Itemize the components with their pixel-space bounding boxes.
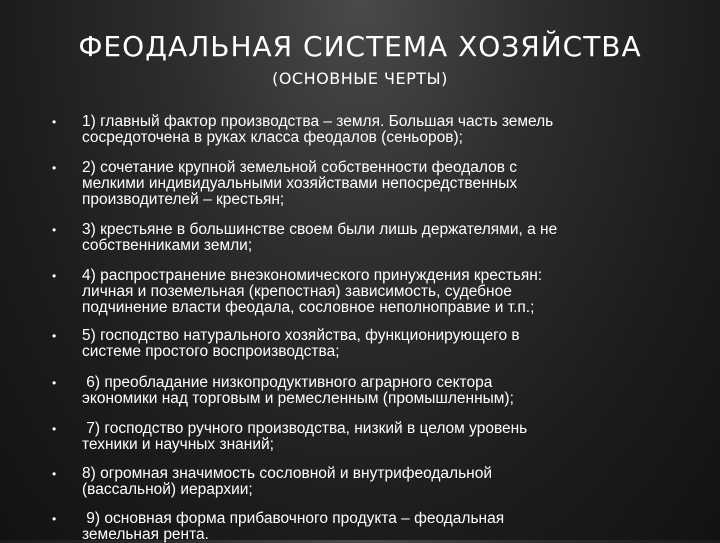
bullet-icon: • [52, 376, 57, 390]
feature-list [0, 113, 720, 543]
bullet-icon: • [52, 329, 57, 343]
list-item-text: 1) главный фактор производства – земля. Большая часть земель сосредоточена в руках класса феодалов (сеньоров); [82, 113, 554, 146]
list-item-text: 9) основная форма прибавочного продукта – феодальная земельная рента. [82, 510, 505, 543]
bullet-icon: • [52, 223, 57, 237]
bullet-icon: • [52, 269, 57, 283]
list-item-text: 3) крестьяне в большинстве своем были лишь держателями, а не собственниками земли; [82, 221, 558, 254]
slide-title: ФЕОДАЛЬНАЯ СИСТЕМА ХОЗЯЙСТВА [78, 30, 642, 63]
bullet-icon: • [52, 512, 57, 526]
bullet-icon: • [52, 161, 57, 175]
list-item-text: 6) преобладание низкопродуктивного аграрного сектора экономики над торговым и ремесленным (промышленным); [82, 374, 514, 407]
bullet-icon: • [52, 467, 57, 481]
list-item-text: 5) господство натурального хозяйства, функционирующего в системе простого воспроизводства; [82, 327, 520, 360]
list-item-text: 4) распространение внеэкономического принуждения крестьян: личная и поземельная (крепостная) зависимость, судебное подчинение власти феодала, сословное неполноправие и т.п.; [82, 267, 543, 316]
list-item-text: 2) сочетание крупной земельной собственности феодалов с мелкими индивидуальными хозяйствами непосредственных производителей – крестьян; [82, 159, 518, 208]
bullet-icon: • [52, 422, 57, 436]
bullet-icon: • [52, 115, 57, 129]
slide-subtitle: (ОСНОВНЫЕ ЧЕРТЫ) [272, 69, 448, 88]
list-item-text: 7) господство ручного производства, низкий в целом уровень техники и научных знаний; [82, 420, 528, 453]
list-item-text: 8) огромная значимость сословной и внутрифеодальной (вассальной) иерархии; [82, 465, 493, 498]
